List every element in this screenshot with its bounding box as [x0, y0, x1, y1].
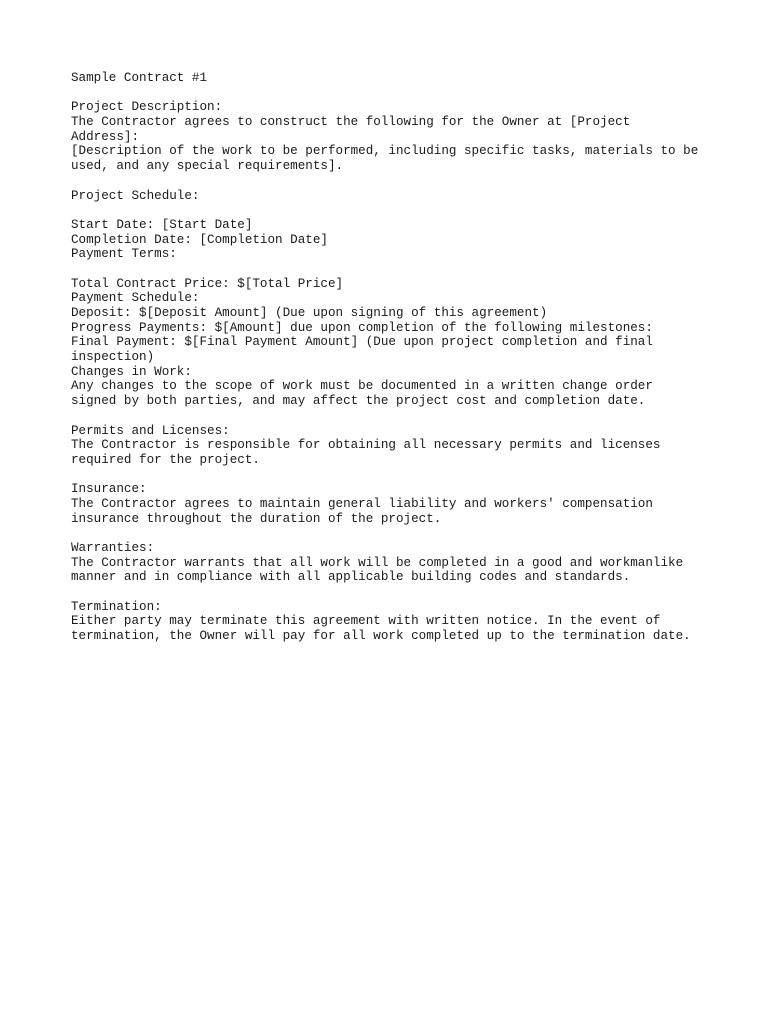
- blank-line: [71, 262, 711, 277]
- blank-line: [71, 203, 711, 218]
- section-heading: Insurance:: [71, 482, 147, 497]
- section-text-line: termination, the Owner will pay for all work completed up to the termination date.: [71, 629, 691, 644]
- section-text-line: manner and in compliance with all applicable building codes and standards.: [71, 570, 631, 585]
- blank-line: [71, 86, 711, 101]
- section-text-line: The Contractor agrees to maintain general liability and workers' compensation: [71, 496, 653, 511]
- section-text-line: required for the project.: [71, 452, 260, 467]
- section-payment: [71, 277, 711, 365]
- section-termination: [71, 600, 711, 644]
- section-permits: [71, 424, 711, 468]
- blank-line: [71, 526, 711, 541]
- section-heading: Project Schedule:: [71, 188, 200, 203]
- contract-document: [71, 71, 711, 644]
- final-payment-line: inspection): [71, 350, 155, 365]
- blank-line: [71, 468, 711, 483]
- section-changes-in-work: [71, 365, 711, 409]
- completion-date-line: Completion Date: [Completion Date]: [71, 232, 328, 247]
- final-payment-line: Final Payment: $[Final Payment Amount] (Due upon project completion and final: [71, 335, 653, 350]
- section-heading: Warranties:: [71, 541, 155, 555]
- section-heading: Project Description:: [71, 100, 223, 115]
- section-text-line: [Description of the work to be performed, including specific tasks, materials to be: [71, 144, 699, 159]
- start-date-line: Start Date: [Start Date]: [71, 217, 253, 232]
- progress-payments-line: Progress Payments: $[Amount] due upon completion of the following milestones:: [71, 320, 653, 335]
- section-text-line: used, and any special requirements].: [71, 159, 344, 174]
- deposit-line: Deposit: $[Deposit Amount] (Due upon signing of this agreement): [71, 306, 548, 320]
- blank-line: [71, 585, 711, 600]
- section-text-line: The Contractor agrees to construct the following for the Owner at [Project: [71, 115, 631, 130]
- payment-terms-heading: Payment Terms:: [71, 247, 177, 262]
- blank-line: [71, 409, 711, 424]
- section-heading: Changes in Work:: [71, 364, 192, 379]
- total-price-line: Total Contract Price: $[Total Price]: [71, 276, 344, 291]
- section-text-line: insurance throughout the duration of the project.: [71, 511, 442, 526]
- section-text-line: Any changes to the scope of work must be documented in a written change order: [71, 379, 653, 394]
- document-title: Sample Contract #1: [71, 71, 208, 85]
- section-text-line: The Contractor warrants that all work will be completed in a good and workmanlike: [71, 555, 684, 570]
- section-project-description: [71, 100, 711, 173]
- section-insurance: [71, 482, 711, 526]
- blank-line: [71, 174, 711, 189]
- section-text-line: Either party may terminate this agreement with written notice. In the event of: [71, 614, 661, 629]
- payment-schedule-heading: Payment Schedule:: [71, 291, 200, 306]
- section-project-schedule: [71, 189, 711, 204]
- section-text-line: signed by both parties, and may affect the project cost and completion date.: [71, 394, 646, 409]
- section-heading: Termination:: [71, 599, 162, 614]
- section-heading: Permits and Licenses:: [71, 423, 230, 438]
- section-text-line: The Contractor is responsible for obtaining all necessary permits and licenses: [71, 438, 661, 453]
- section-text-line: Address]:: [71, 129, 140, 144]
- section-warranties: [71, 541, 711, 585]
- schedule-items: [71, 218, 711, 262]
